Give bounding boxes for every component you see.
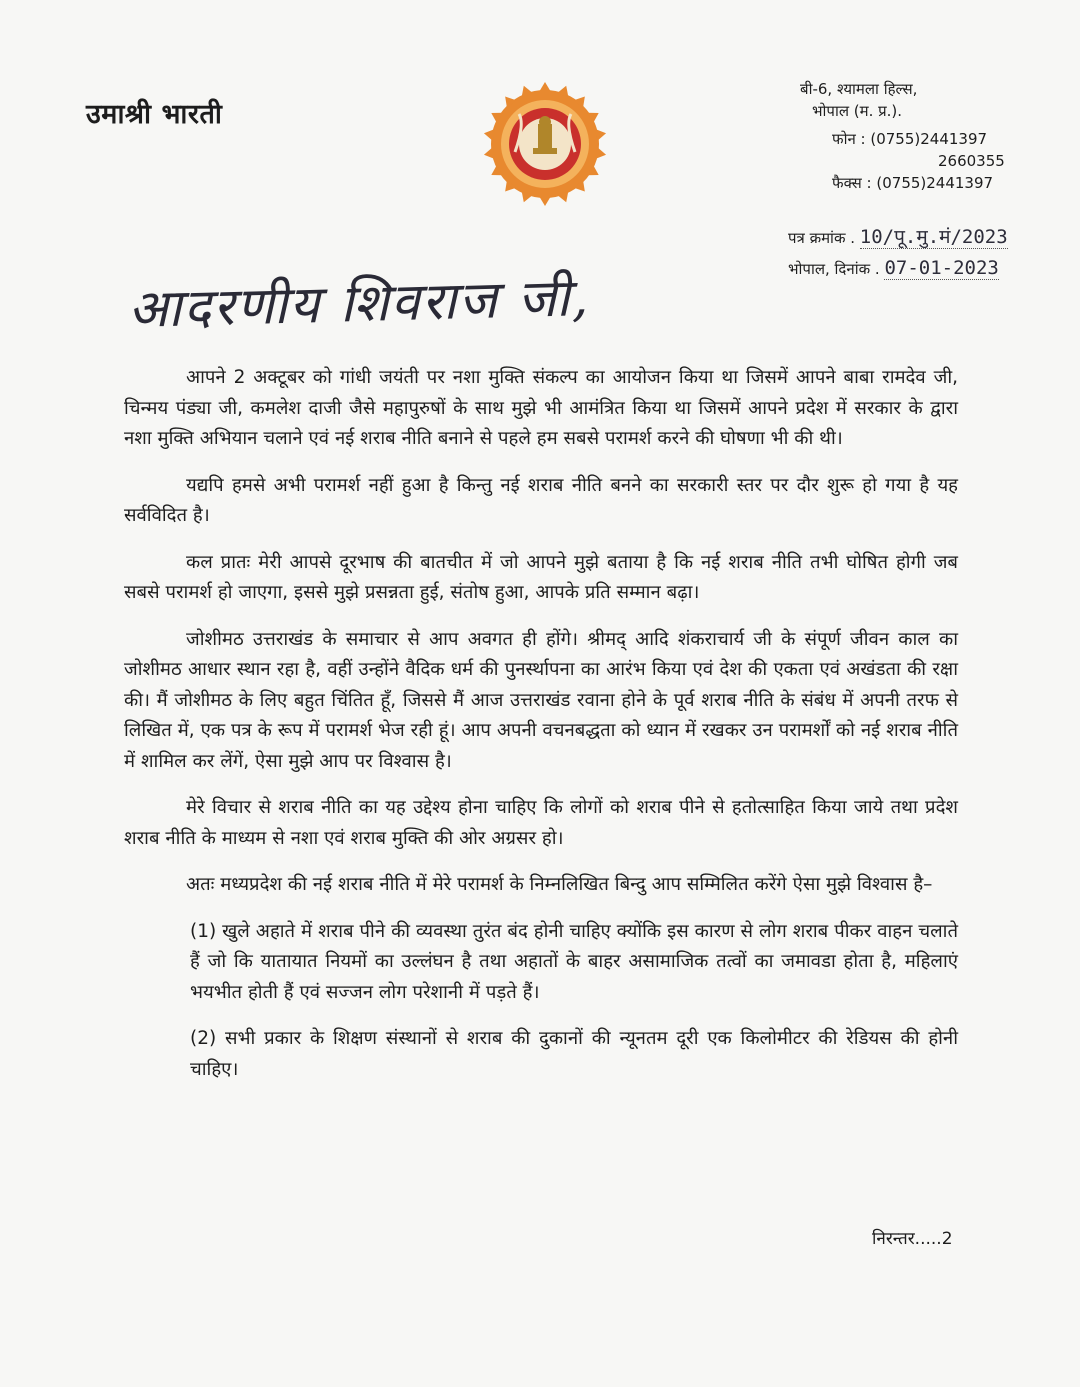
- paragraph-2: यद्यपि हमसे अभी परामर्श नहीं हुआ है किन्तु नई शराब नीति बनने का सरकारी स्तर पर दौर शुरू हो गया है यह सर्वविदित है।: [124, 474, 958, 526]
- letter-body: [124, 363, 958, 1101]
- paragraph-3: कल प्रातः मेरी आपसे दूरभाष की बातचीत में जो आपने मुझे बताया है कि नई शराब नीति तभी घोषित होगी जब सबसे परामर्श हो जाएगा, इससे मुझे प्रसन्नता हुई, संतोष हुआ, आपके प्रति सम्मान बढ़ा।: [124, 551, 958, 603]
- mp-government-seal-icon: [481, 80, 609, 208]
- letter-number-label: पत्र क्रमांक .: [788, 229, 855, 247]
- continued-marker: निरन्तर.....2: [872, 1229, 953, 1249]
- phone-line-2: 2660355: [938, 152, 1005, 170]
- sender-name: उमाश्री भारती: [86, 99, 223, 130]
- point-2: (2) सभी प्रकार के शिक्षण संस्थानों से शराब की दुकानों की न्यूनतम दूरी एक किलोमीटर की रेडियस की होनी चाहिए।: [190, 1028, 958, 1080]
- phone-line: फोन : (0755)2441397: [832, 130, 988, 148]
- date-label: भोपाल, दिनांक .: [788, 260, 880, 278]
- sender-address-block: [760, 78, 1050, 194]
- letter-number-value: 10/पू.मु.मं/2023: [859, 226, 1008, 248]
- paragraph-5: मेरे विचार से शराब नीति का यह उद्देश्य होना चाहिए कि लोगों को शराब पीने से हतोत्साहित किया जाये तथा प्रदेश शराब नीति के माध्यम से नशा एवं शराब मुक्ति की ओर अग्रसर हो।: [124, 797, 958, 849]
- paragraph-1: आपने 2 अक्टूबर को गांधी जयंती पर नशा मुक्ति संकल्प का आयोजन किया था जिसमें आपने बाबा रामदेव जी, चिन्मय पंड्या जी, कमलेश दाजी जैसे महापुरुषों के साथ मुझे भी आमंत्रित किया था जिसमें आपने प्रदेश में सरकार के द्वारा नशा मुक्ति अभियान चलाने एवं नई शराब नीति बनाने से पहले हम सबसे परामर्श करने की घोषणा भी की थी।: [124, 367, 958, 449]
- paragraph-4: जोशीमठ उत्तराखंड के समाचार से आप अवगत ही होंगे। श्रीमद् आदि शंकराचार्य जी के संपूर्ण जीवन काल का जोशीमठ आधार स्थान रहा है, वहीं उन्होंने वैदिक धर्म की पुनर्स्थापना का आरंभ किया एवं देश की एकता एवं अखंडता की रक्षा की। मैं जोशीमठ के लिए बहुत चिंतित हूँ, जिससे मैं आज उत्तराखंड रवाना होने के पूर्व शराब नीति के संबंध में अपनी तरफ से लिखित में, एक पत्र के रूप में परामर्श भेज रही हूं। आप अपनी वचनबद्धता को ध्यान में रखकर उन परामर्शों को नई शराब नीति में शामिल कर लेंगें, ऐसा मुझे आप पर विश्वास है।: [124, 628, 958, 772]
- address-line-1: बी-6, श्यामला हिल्स,: [800, 80, 918, 98]
- fax-line: फैक्स : (0755)2441397: [832, 174, 994, 192]
- letter-reference: [788, 222, 1068, 284]
- letter-number-row: [788, 222, 1068, 253]
- address-line-2: भोपाल (म. प्र.).: [812, 102, 903, 120]
- point-1: (1) खुले अहाते में शराब पीने की व्यवस्था तुरंत बंद होनी चाहिए क्योंकि इस कारण से लोग शराब पीकर वाहन चलाते हैं जो कि यातायात नियमों का उल्लंघन है तथा अहातों के बाहर असामाजिक तत्वों का जमावडा होता है, महिलाएं भयभीत होती हैं एवं सज्जन लोग परेशानी में पड़ते हैं।: [190, 920, 958, 1003]
- salutation: आदरणीय शिवराज जी,: [127, 267, 591, 341]
- date-value: 07-01-2023: [884, 257, 999, 279]
- date-row: [788, 253, 1068, 284]
- paragraph-6: अतः मध्यप्रदेश की नई शराब नीति में मेरे परामर्श के निम्नलिखित बिन्दु आप सम्मिलित करेंगे ऐसा मुझे विश्वास है–: [186, 874, 933, 895]
